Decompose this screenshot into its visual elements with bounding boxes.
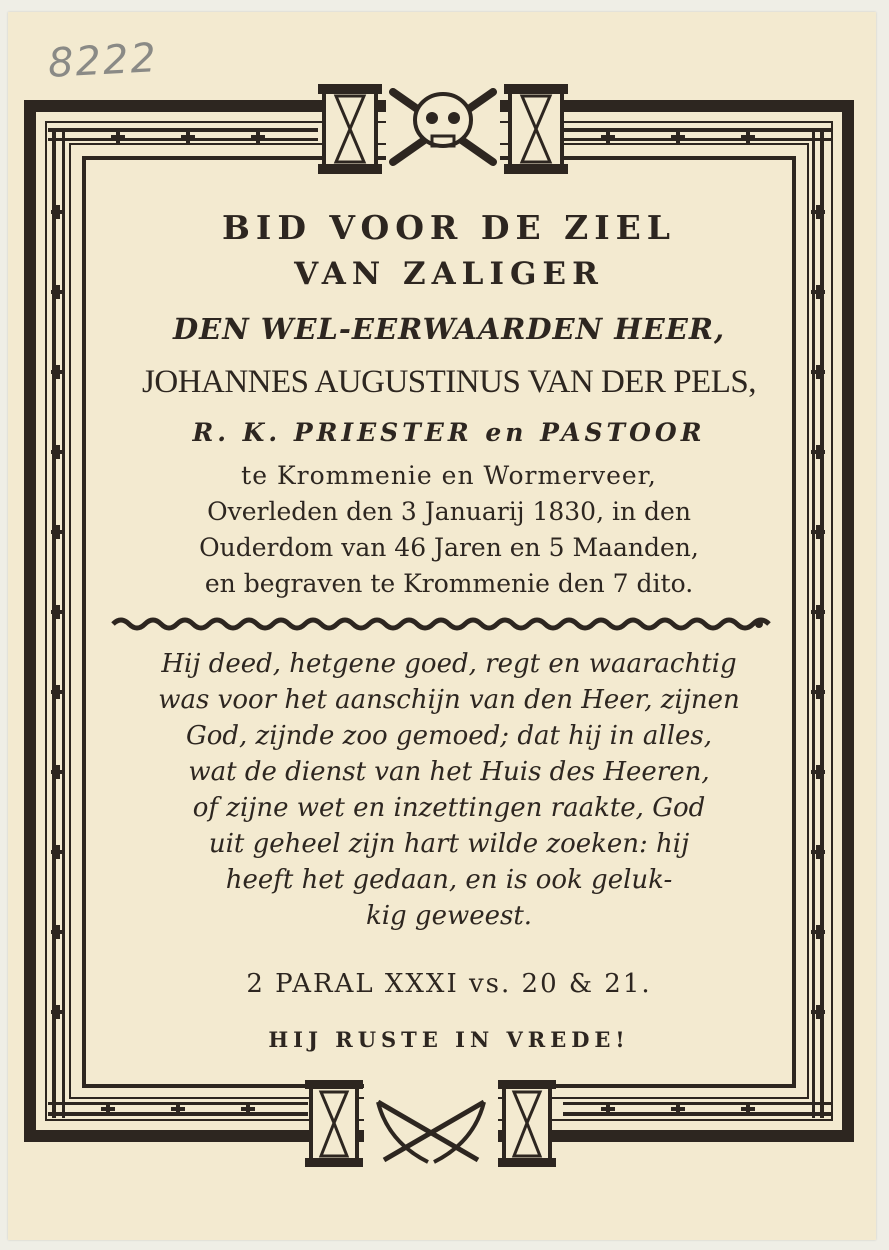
inventory-number: 8222: [46, 35, 159, 87]
parish-line: te Krommenie en Wormerveer,: [241, 461, 657, 490]
verse-line: of zijne wet en inzettingen raakte, God: [192, 793, 706, 823]
skull-crossbones-icon: [386, 82, 500, 170]
memorial-card: [8, 12, 876, 1240]
hourglass-icon: [318, 84, 382, 174]
wave-divider: [93, 602, 805, 646]
verse-line: was voor het aanschijn van den Heer, zijnen: [158, 685, 740, 715]
card-text: [93, 200, 805, 1060]
verse-line: God, zijnde zoo gemoed; dat hij in alles,: [185, 721, 713, 751]
title-line: DEN WEL-EERWAARDEN HEER,: [172, 312, 726, 346]
name-line: JOHANNES AUGUSTINUS VAN DER PELS,: [142, 364, 756, 400]
death-line-3: en begraven te Krommenie den 7 dito.: [204, 569, 694, 598]
verse-line: wat de dienst van het Huis des Heeren,: [188, 757, 710, 787]
heading-line-1: BID VOOR DE ZIEL: [221, 208, 676, 247]
bible-reference: 2 PARAL XXXI vs. 20 & 21.: [246, 969, 652, 999]
hourglass-icon: [504, 84, 568, 174]
crossed-scythes-icon: [364, 1082, 498, 1168]
hourglass-icon: [305, 1080, 363, 1167]
heading-line-2: VAN ZALIGER: [294, 256, 604, 292]
death-line-1: Overleden den 3 Januarij 1830, in den: [207, 497, 691, 526]
verse-line: Hij deed, hetgene goed, regt en waarachtig: [161, 649, 737, 679]
verse-line: heeft het gedaan, en is ook geluk-: [225, 865, 673, 895]
death-line-2: Ouderdom van 46 Jaren en 5 Maanden,: [199, 533, 699, 562]
hourglass-icon: [498, 1080, 556, 1167]
verse-line: kig geweest.: [365, 901, 533, 931]
verse-line: uit geheel zijn hart wilde zoeken: hij: [208, 829, 690, 859]
closing-line: HIJ RUSTE IN VREDE!: [268, 1027, 630, 1052]
office-line: R. K. PRIESTER en PASTOOR: [192, 418, 706, 447]
